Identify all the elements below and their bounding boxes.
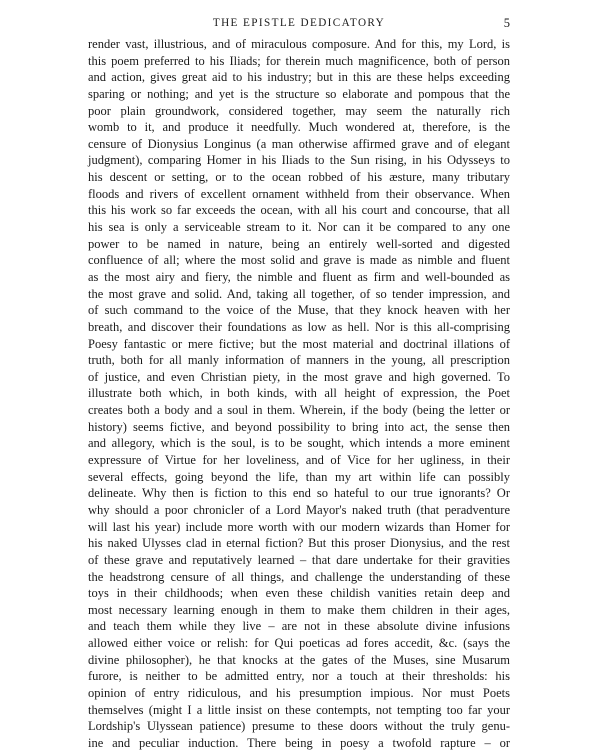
text-line: Lordship's Ulyssean patience) presume to these doors without the truly genu- <box>88 719 510 734</box>
text-line: divine philosopher), he that knocks at the gates of the Muses, sine Musarum <box>88 652 510 667</box>
text-line: delineate. Why then is fiction to this end so hateful to our true ignorants? Or <box>88 486 510 501</box>
text-line: this poem preferred to his Iliads; for therein much magnificence, both of person <box>88 53 510 68</box>
text-line: why should a poor chronicler of a Lord Mayor's naked truth (that peradventure <box>88 502 510 517</box>
text-line: his descent or setting, or to the ocean robbed of his æsture, many tributary <box>88 170 510 185</box>
text-line: and action, gives great aid to his industry; but in this are these helps exceeding <box>88 70 510 85</box>
running-head <box>88 13 510 33</box>
text-line: and allegory, which is the soul, is to be sought, which intends a more eminent <box>88 436 510 451</box>
text-line: floods and rivers of excellent ornament withheld from their observance. When <box>88 186 510 201</box>
text-line: his sea is only a serviceable stream to it. Nor can it be compared to any one <box>88 220 510 235</box>
text-line: will last his year) include more worth with our modern wizards than Homer for <box>88 519 510 534</box>
text-line: of such command to the voice of the Muse, that they knock heaven with her <box>88 303 510 318</box>
text-line: creates both a body and a soul in them. Wherein, if the body (being the letter or <box>88 403 510 418</box>
text-line: the headstrong censure of all things, and challenge the understanding of these <box>88 569 510 584</box>
text-line: breath, and discover their foundations as low as hell. Nor is this all-comprising <box>88 319 510 334</box>
text-line: ine and peculiar induction. There being in poesy a twofold rapture – or <box>88 735 510 750</box>
running-title: THE EPISTLE DEDICATORY <box>212 17 386 29</box>
text-line: history) seems fictive, and beyond possibility to bring into act, the sense then <box>88 419 510 434</box>
text-line: furore, is neither to be admitted entry, nor a touch at their thresholds: his <box>88 669 510 684</box>
text-line: render vast, illustrious, and of miraculous composure. And for this, my Lord, is <box>88 37 510 51</box>
text-line: several effects, going beyond the life, than my art within life can possibly <box>88 469 510 484</box>
text-line: poor plain groundwork, considered together, may seem the naturally rich <box>88 103 510 118</box>
text-line: his naked Ulysses clad in eternal fiction? But this proser Dionysius, and the rest <box>88 536 510 551</box>
text-line: allowed either voice or relish: for Qui poeticas ad fores accedit, &c. (says the <box>88 636 510 651</box>
text-line: toys in their childhoods; when even these childish vanities retain deep and <box>88 586 510 601</box>
text-line: the most grave and solid. And, taking all together, of so tender impression, and <box>88 286 510 301</box>
text-line: of these grave and reputatively learned – that dare undertake for their gravities <box>88 552 510 567</box>
text-line: opinion of entry ridiculous, and his presumption impious. Nor must Poets <box>88 685 510 700</box>
text-line: themselves (might I a little insist on these contempts, not tempting too far your <box>88 702 510 717</box>
text-line: Poesy fantastic or mere fictive; but the most material and doctrinal illations of <box>88 336 510 351</box>
text-line: as the most airy and fiery, the nimble and fluent as firm and well-bounded as <box>88 269 510 284</box>
text-line: womb to it, and produce it needfully. Much wondered at, therefore, is the <box>88 120 510 135</box>
body-text <box>88 36 510 752</box>
text-line: of justice, and even Christian piety, in the most grave and high governed. To <box>88 369 510 384</box>
text-line: illustrate both which, in both kinds, with all height of expression, the Poet <box>88 386 510 401</box>
text-line: expressure of Virtue for her loveliness, and of Vice for her ugliness, in their <box>88 453 510 468</box>
text-line: truth, both for all manly information of manners in the young, all prescription <box>88 353 510 368</box>
text-line: and teach them while they live – are not in these absolute divine infusions <box>88 619 510 634</box>
text-line: judgment), comparing Homer in his Iliads to the Sun rising, in his Odysseys to <box>88 153 510 168</box>
text-line: sparing or nothing; and yet is the structure so elaborate and pompous that the <box>88 86 510 101</box>
text-line: confluence of all; where the most solid and grave is made as nimble and fluent <box>88 253 510 268</box>
text-line: this his work so far exceeds the ocean, with all his court and concourse, that all <box>88 203 510 218</box>
text-line: censure of Dionysius Longinus (a man otherwise affirmed grave and of elegant <box>88 136 510 151</box>
text-line: most necessary learning enough in them to make them children in their ages, <box>88 602 510 617</box>
text-line: power to be named in nature, being an entirely well-sorted and digested <box>88 236 510 251</box>
page-number: 5 <box>503 16 510 30</box>
